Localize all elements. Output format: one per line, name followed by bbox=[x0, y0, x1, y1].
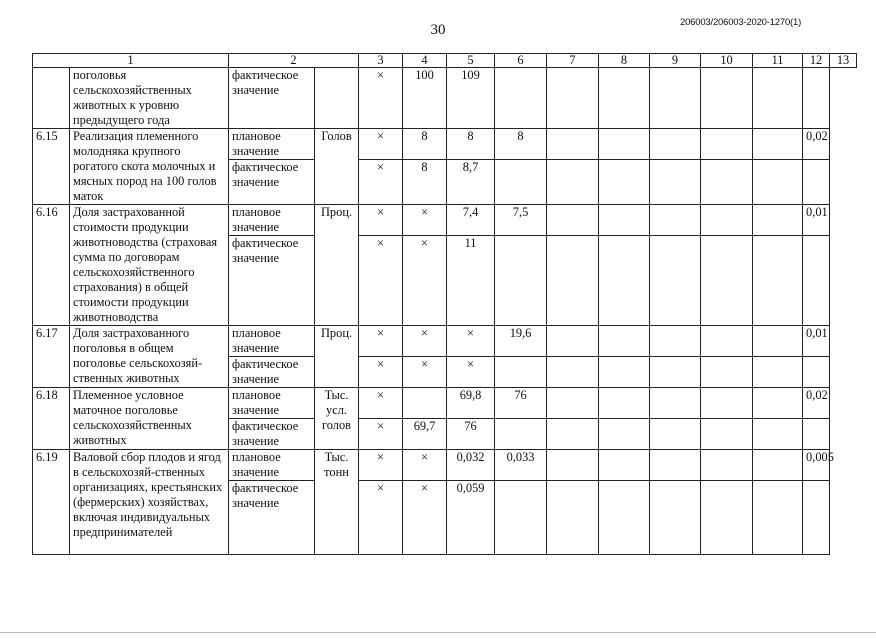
row-number bbox=[33, 68, 70, 129]
value-type-label: фактическое значение bbox=[229, 236, 315, 326]
cell-col13 bbox=[803, 160, 830, 205]
cell-col7: 8 bbox=[495, 129, 547, 160]
indicator-name: Доля застрахованной стоимости продукции животноводства (страховая сумма по договорам сельскохозяйственного страхования) в общей стоимости продукции животноводства bbox=[70, 205, 229, 326]
cell-col4: × bbox=[359, 357, 403, 388]
cell-col6: 8 bbox=[447, 129, 495, 160]
unit: Тыс. усл. голов bbox=[315, 388, 359, 450]
cell-col13: 0,01 bbox=[803, 326, 830, 357]
value-type-label: плановое значение bbox=[229, 388, 315, 419]
cell-col9 bbox=[599, 388, 650, 419]
cell-col7 bbox=[495, 236, 547, 326]
cell-col12 bbox=[753, 160, 803, 205]
cell-col6: × bbox=[447, 326, 495, 357]
cell-col10 bbox=[650, 450, 701, 481]
page-bottom-rule bbox=[0, 632, 876, 633]
cell-col8 bbox=[547, 326, 599, 357]
cell-col12 bbox=[753, 68, 803, 129]
header-cell-4: 4 bbox=[403, 54, 447, 68]
value-type-label: фактическое значение bbox=[229, 419, 315, 450]
cell-col12 bbox=[753, 419, 803, 450]
cell-col6: 0,032 bbox=[447, 450, 495, 481]
cell-col10 bbox=[650, 205, 701, 236]
table-row bbox=[33, 129, 857, 160]
table-row bbox=[33, 205, 857, 236]
cell-col5: × bbox=[403, 326, 447, 357]
cell-col9 bbox=[599, 68, 650, 129]
cell-col4: × bbox=[359, 326, 403, 357]
cell-col6: 76 bbox=[447, 419, 495, 450]
cell-col10 bbox=[650, 419, 701, 450]
header-cell-9: 9 bbox=[650, 54, 701, 68]
cell-col11 bbox=[701, 419, 753, 450]
cell-col8 bbox=[547, 388, 599, 419]
unit: Проц. bbox=[315, 205, 359, 326]
value-type-label: плановое значение bbox=[229, 129, 315, 160]
cell-col6: 0,059 bbox=[447, 481, 495, 555]
header-cell-8: 8 bbox=[599, 54, 650, 68]
indicator-name: Реализация племенного молодняка крупного рогатого скота молочных и мясных пород на 100 голов маток bbox=[70, 129, 229, 205]
value-type-label: фактическое значение bbox=[229, 357, 315, 388]
cell-col11 bbox=[701, 68, 753, 129]
row-number: 6.15 bbox=[33, 129, 70, 205]
row-number: 6.17 bbox=[33, 326, 70, 388]
cell-col6: 11 bbox=[447, 236, 495, 326]
cell-col9 bbox=[599, 236, 650, 326]
cell-col11 bbox=[701, 388, 753, 419]
cell-col7 bbox=[495, 357, 547, 388]
table-row bbox=[33, 450, 857, 481]
row-number: 6.16 bbox=[33, 205, 70, 326]
row-number: 6.19 bbox=[33, 450, 70, 555]
cell-col10 bbox=[650, 68, 701, 129]
cell-col12 bbox=[753, 129, 803, 160]
cell-col11 bbox=[701, 129, 753, 160]
indicator-name: Валовой сбор плодов и ягод в сельскохозяй-ственных организациях, крестьянских (фермерских) хозяйствах, включая индивидуальных предпринимателей bbox=[70, 450, 229, 555]
cell-col13 bbox=[803, 481, 830, 555]
cell-col7: 76 bbox=[495, 388, 547, 419]
cell-col10 bbox=[650, 481, 701, 555]
cell-col10 bbox=[650, 160, 701, 205]
indicators-table bbox=[32, 53, 857, 555]
cell-col11 bbox=[701, 160, 753, 205]
header-cell-13: 13 bbox=[830, 54, 857, 68]
value-type-label: плановое значение bbox=[229, 450, 315, 481]
cell-col12 bbox=[753, 236, 803, 326]
cell-col8 bbox=[547, 450, 599, 481]
cell-col13: 0,02 bbox=[803, 388, 830, 419]
cell-col9 bbox=[599, 450, 650, 481]
cell-col11 bbox=[701, 450, 753, 481]
cell-col9 bbox=[599, 481, 650, 555]
cell-col4: × bbox=[359, 68, 403, 129]
cell-col10 bbox=[650, 129, 701, 160]
cell-col12 bbox=[753, 326, 803, 357]
value-type-label: плановое значение bbox=[229, 326, 315, 357]
document-id: 206003/206003-2020-1270(1) bbox=[680, 17, 802, 28]
unit: Проц. bbox=[315, 326, 359, 388]
cell-col8 bbox=[547, 419, 599, 450]
cell-col4: × bbox=[359, 450, 403, 481]
cell-col12 bbox=[753, 450, 803, 481]
cell-col4: × bbox=[359, 205, 403, 236]
cell-col11 bbox=[701, 326, 753, 357]
cell-col5: 8 bbox=[403, 160, 447, 205]
value-type-label: фактическое значение bbox=[229, 160, 315, 205]
cell-col7 bbox=[495, 68, 547, 129]
cell-col5: 69,7 bbox=[403, 419, 447, 450]
header-cell-7: 7 bbox=[547, 54, 599, 68]
header-row bbox=[33, 54, 857, 68]
cell-col6: × bbox=[447, 357, 495, 388]
cell-col4: × bbox=[359, 419, 403, 450]
unit: Тыс. тонн bbox=[315, 450, 359, 555]
indicator-name: Доля застрахованного поголовья в общем поголовье сельскохозяй-ственных животных bbox=[70, 326, 229, 388]
header-cell-11: 11 bbox=[753, 54, 803, 68]
cell-col4: × bbox=[359, 236, 403, 326]
cell-col5: × bbox=[403, 236, 447, 326]
cell-col9 bbox=[599, 326, 650, 357]
cell-col8 bbox=[547, 357, 599, 388]
cell-col7: 19,6 bbox=[495, 326, 547, 357]
cell-col4: × bbox=[359, 129, 403, 160]
cell-col7: 0,033 bbox=[495, 450, 547, 481]
cell-col7 bbox=[495, 419, 547, 450]
indicator-name: Племенное условное маточное поголовье сельскохозяйственных животных bbox=[70, 388, 229, 450]
cell-col9 bbox=[599, 160, 650, 205]
cell-col5 bbox=[403, 388, 447, 419]
table-row bbox=[33, 388, 857, 419]
header-cell-2: 2 bbox=[229, 54, 359, 68]
header-cell-5: 5 bbox=[447, 54, 495, 68]
cell-col13 bbox=[803, 357, 830, 388]
cell-col6: 109 bbox=[447, 68, 495, 129]
cell-col7 bbox=[495, 481, 547, 555]
cell-col6: 69,8 bbox=[447, 388, 495, 419]
header-cell-6: 6 bbox=[495, 54, 547, 68]
row-number: 6.18 bbox=[33, 388, 70, 450]
table-row bbox=[33, 326, 857, 357]
value-type-label: плановое значение bbox=[229, 205, 315, 236]
cell-col10 bbox=[650, 388, 701, 419]
cell-col8 bbox=[547, 481, 599, 555]
cell-col8 bbox=[547, 68, 599, 129]
cell-col11 bbox=[701, 205, 753, 236]
cell-col5: × bbox=[403, 450, 447, 481]
cell-col13 bbox=[803, 236, 830, 326]
cell-col8 bbox=[547, 129, 599, 160]
cell-col9 bbox=[599, 357, 650, 388]
cell-col8 bbox=[547, 236, 599, 326]
cell-col8 bbox=[547, 160, 599, 205]
table-row bbox=[33, 68, 857, 129]
unit: Голов bbox=[315, 129, 359, 205]
value-type-label: фактическое значение bbox=[229, 68, 315, 129]
cell-col10 bbox=[650, 326, 701, 357]
indicator-name: поголовья сельскохозяйственных животных к уровню предыдущего года bbox=[70, 68, 229, 129]
cell-col11 bbox=[701, 236, 753, 326]
cell-col5: 8 bbox=[403, 129, 447, 160]
cell-col13: 0,005 bbox=[803, 450, 830, 481]
cell-col10 bbox=[650, 236, 701, 326]
cell-col13: 0,02 bbox=[803, 129, 830, 160]
cell-col5: 100 bbox=[403, 68, 447, 129]
page-number: 30 bbox=[430, 22, 446, 38]
cell-col7: 7,5 bbox=[495, 205, 547, 236]
cell-col5: × bbox=[403, 481, 447, 555]
cell-col12 bbox=[753, 205, 803, 236]
cell-col5: × bbox=[403, 357, 447, 388]
cell-col13 bbox=[803, 419, 830, 450]
cell-col10 bbox=[650, 357, 701, 388]
cell-col9 bbox=[599, 129, 650, 160]
cell-col11 bbox=[701, 481, 753, 555]
cell-col12 bbox=[753, 481, 803, 555]
cell-col12 bbox=[753, 357, 803, 388]
cell-col13 bbox=[803, 68, 830, 129]
header-cell-3: 3 bbox=[359, 54, 403, 68]
cell-col12 bbox=[753, 388, 803, 419]
header-cell-12: 12 bbox=[803, 54, 830, 68]
header-cell-10: 10 bbox=[701, 54, 753, 68]
cell-col9 bbox=[599, 419, 650, 450]
cell-col6: 8,7 bbox=[447, 160, 495, 205]
cell-col4: × bbox=[359, 481, 403, 555]
cell-col4: × bbox=[359, 160, 403, 205]
cell-col8 bbox=[547, 205, 599, 236]
cell-col9 bbox=[599, 205, 650, 236]
unit bbox=[315, 68, 359, 129]
cell-col11 bbox=[701, 357, 753, 388]
header-cell-1: 1 bbox=[33, 54, 229, 68]
cell-col5: × bbox=[403, 205, 447, 236]
cell-col13: 0,01 bbox=[803, 205, 830, 236]
cell-col7 bbox=[495, 160, 547, 205]
cell-col4: × bbox=[359, 388, 403, 419]
value-type-label: фактическое значение bbox=[229, 481, 315, 555]
cell-col6: 7,4 bbox=[447, 205, 495, 236]
